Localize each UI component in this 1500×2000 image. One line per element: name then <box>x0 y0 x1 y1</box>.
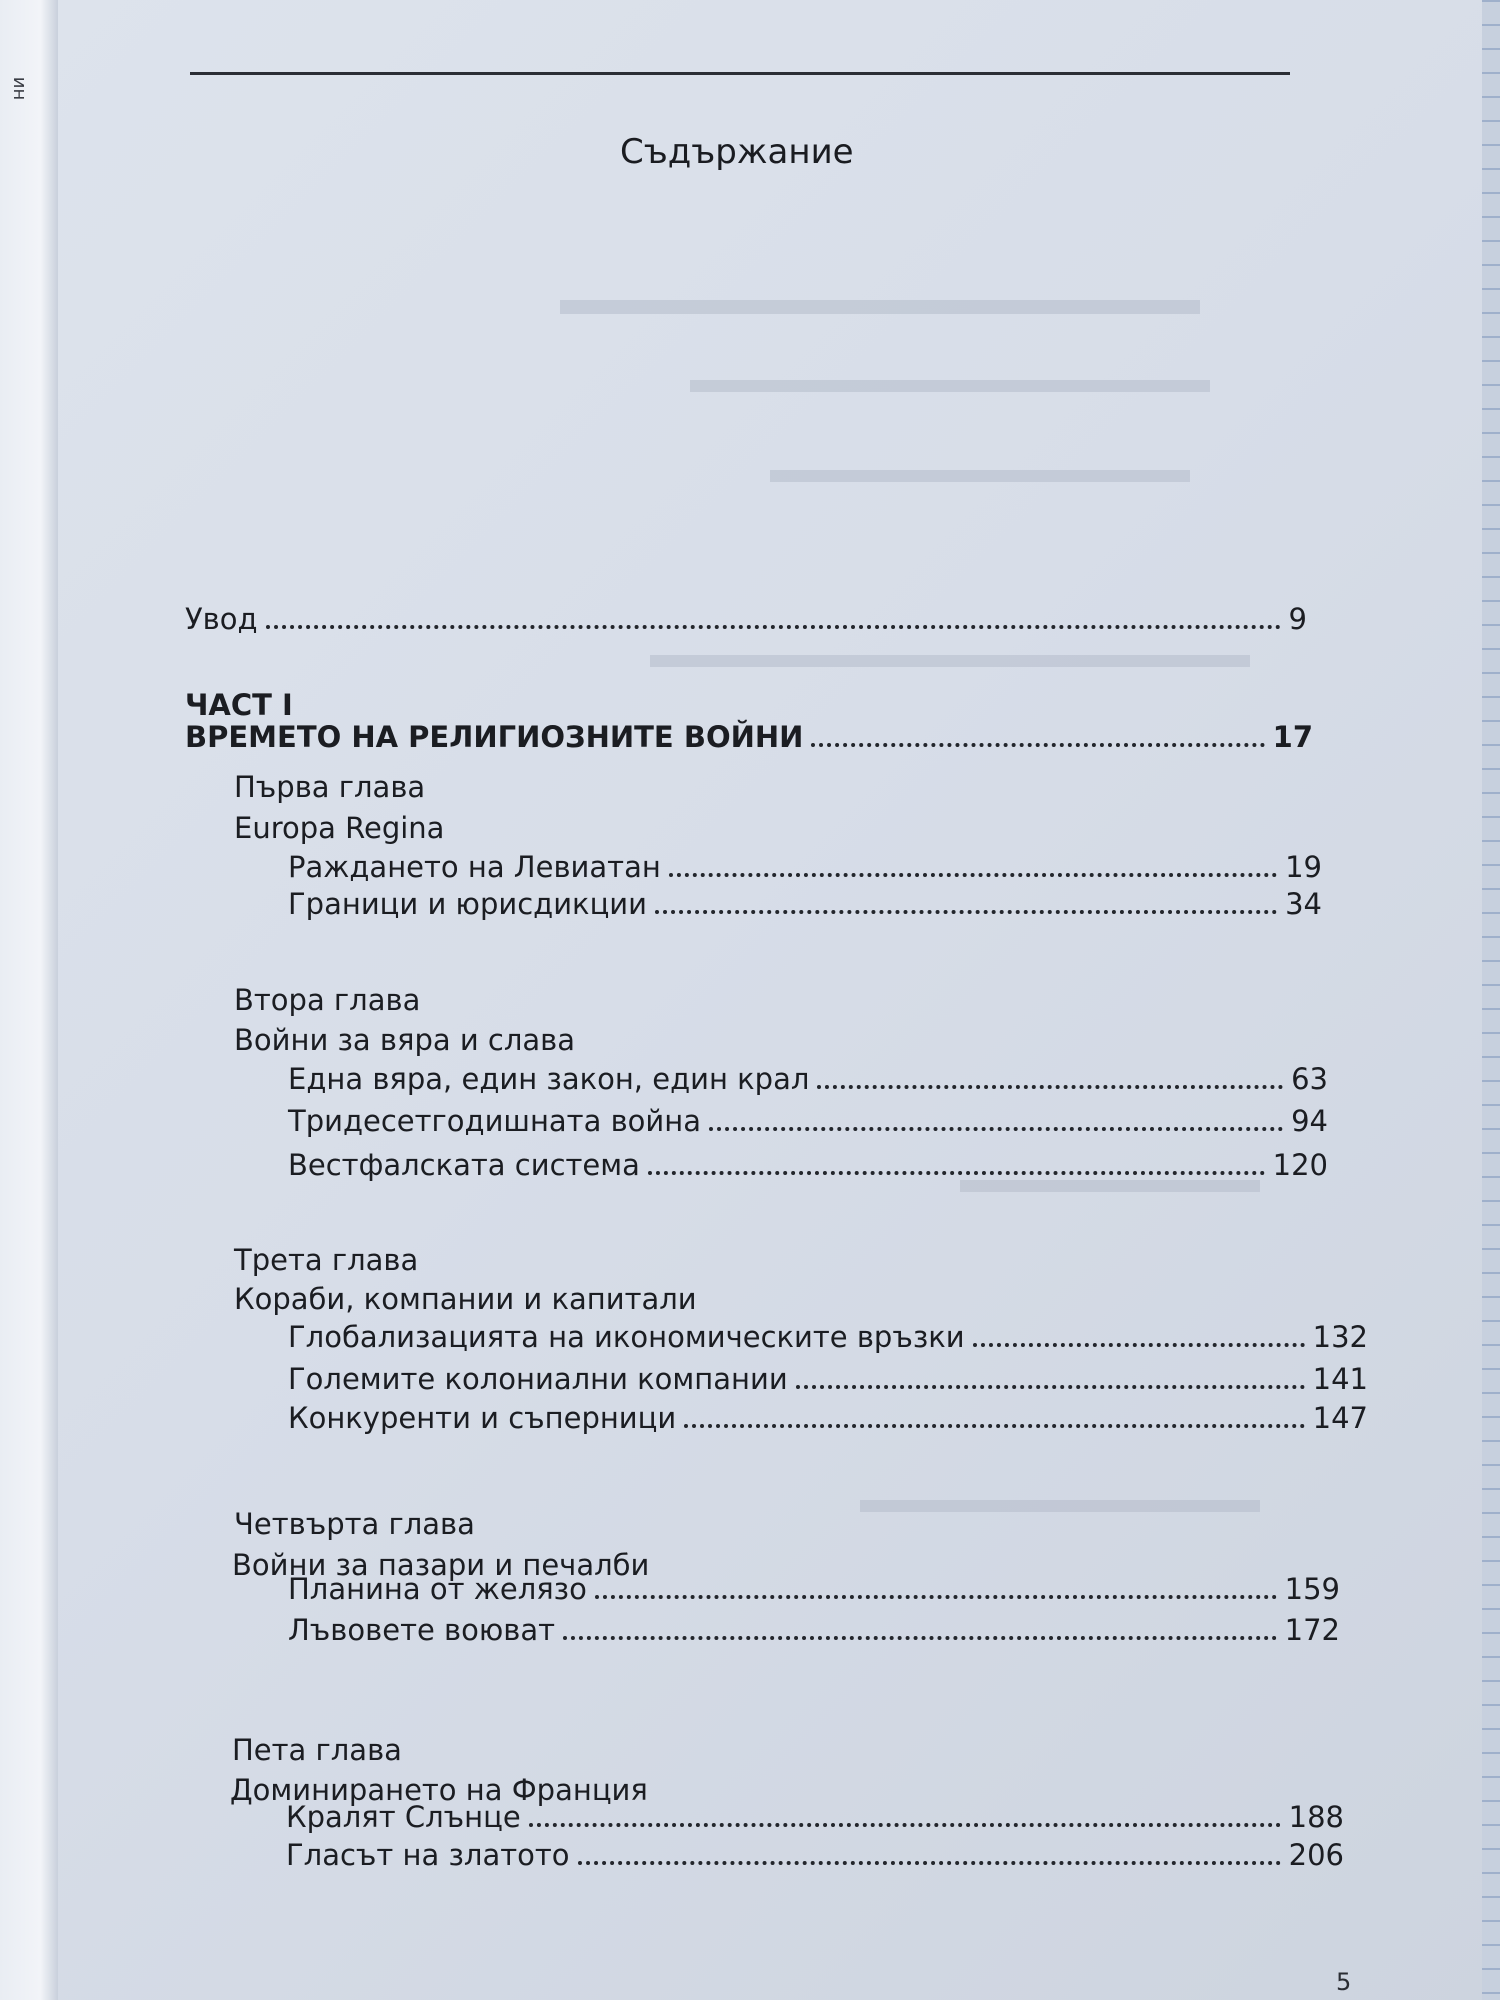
page-title: Съдържание <box>620 132 854 172</box>
toc-entry-section[interactable] <box>288 1362 1368 1396</box>
toc-entry-section[interactable] <box>288 887 1322 921</box>
toc-page-number: 141 <box>1312 1362 1368 1396</box>
leader-dots <box>796 1381 1305 1389</box>
toc-entry-label: Планина от желязо <box>288 1572 587 1606</box>
toc-entry-label: Лъвовете воюват <box>288 1613 556 1647</box>
leader-dots <box>655 906 1277 914</box>
toc-page-number: 172 <box>1284 1613 1340 1647</box>
toc-page-number: 159 <box>1284 1572 1340 1606</box>
chapter-number: Първа глава <box>234 770 426 804</box>
page-number: 5 <box>1336 1968 1352 1996</box>
toc-entry-intro[interactable] <box>185 602 1307 636</box>
leader-dots <box>595 1591 1277 1599</box>
toc-entry-label: Вестфалската система <box>288 1148 640 1182</box>
leader-dots <box>578 1857 1281 1865</box>
toc-page-number: 120 <box>1272 1148 1328 1182</box>
toc-entry-section[interactable] <box>288 1613 1340 1647</box>
leader-dots <box>973 1339 1305 1347</box>
toc-page-number: 63 <box>1291 1062 1328 1096</box>
chapter-number: Втора глава <box>234 983 421 1017</box>
toc-entry-section[interactable] <box>288 1062 1328 1096</box>
chapter-number: Четвърта глава <box>234 1507 475 1541</box>
chapter-number: Пета глава <box>232 1733 402 1767</box>
leader-dots <box>684 1420 1304 1428</box>
toc-entry-section[interactable] <box>288 1572 1340 1606</box>
chapter-title: Войни за пазари и печалби <box>232 1548 650 1582</box>
toc-page-number: 19 <box>1285 850 1322 884</box>
toc-page-number: 9 <box>1288 602 1307 636</box>
leader-dots <box>563 1632 1277 1640</box>
leader-dots <box>529 1819 1281 1827</box>
toc-entry-label: Раждането на Левиатан <box>288 850 661 884</box>
leader-dots <box>648 1167 1265 1175</box>
toc-entry-label: Тридесетгодишната война <box>288 1104 701 1138</box>
toc-page-number: 17 <box>1272 720 1313 754</box>
toc-page-number: 94 <box>1291 1104 1328 1138</box>
toc-entry-section[interactable] <box>288 850 1322 884</box>
toc-entry-section[interactable] <box>288 1401 1368 1435</box>
leader-dots <box>811 739 1264 747</box>
toc-entry-section[interactable] <box>288 1148 1328 1182</box>
chapter-title: Кораби, компании и капитали <box>234 1282 697 1316</box>
toc-page-number: 34 <box>1285 887 1322 921</box>
toc-entry-section[interactable] <box>286 1838 1344 1872</box>
chapter-title: Доминирането на Франция <box>230 1773 648 1807</box>
toc-entry-label: ВРЕМЕТО НА РЕЛИГИОЗНИТЕ ВОЙНИ <box>185 720 804 754</box>
toc-entry-label: Големите колониални компании <box>288 1362 788 1396</box>
toc-page-number: 132 <box>1312 1320 1368 1354</box>
toc-page-number: 206 <box>1288 1838 1344 1872</box>
previous-page-edge <box>0 0 58 2000</box>
leader-dots <box>669 869 1277 877</box>
toc-entry-label: Гласът на златото <box>286 1838 570 1872</box>
toc-page-number: 188 <box>1288 1800 1344 1834</box>
leader-dots <box>266 621 1281 629</box>
toc-entry-part-1[interactable] <box>185 720 1313 754</box>
part-label: ЧАСТ I <box>185 688 293 722</box>
chapter-title: Europa Regina <box>234 811 445 845</box>
toc-entry-section[interactable] <box>286 1800 1344 1834</box>
notebook-edge <box>1482 0 1500 2000</box>
header-rule <box>190 72 1290 75</box>
toc-entry-section[interactable] <box>288 1320 1368 1354</box>
leader-dots <box>817 1081 1283 1089</box>
toc-entry-label: Една вяра, един закон, един крал <box>288 1062 810 1096</box>
toc-entry-label: Глобализацията на икономическите връзки <box>288 1320 965 1354</box>
toc-entry-section[interactable] <box>288 1104 1328 1138</box>
toc-entry-label: Кралят Слънце <box>286 1800 521 1834</box>
chapter-number: Трета глава <box>234 1243 419 1277</box>
corner-text: ин <box>9 76 31 101</box>
toc-entry-label: Граници и юрисдикции <box>288 887 648 921</box>
toc-entry-label: Увод <box>185 602 258 636</box>
chapter-title: Войни за вяра и слава <box>234 1023 576 1057</box>
toc-page-number: 147 <box>1312 1401 1368 1435</box>
leader-dots <box>709 1123 1283 1131</box>
toc-entry-label: Конкуренти и съперници <box>288 1401 677 1435</box>
